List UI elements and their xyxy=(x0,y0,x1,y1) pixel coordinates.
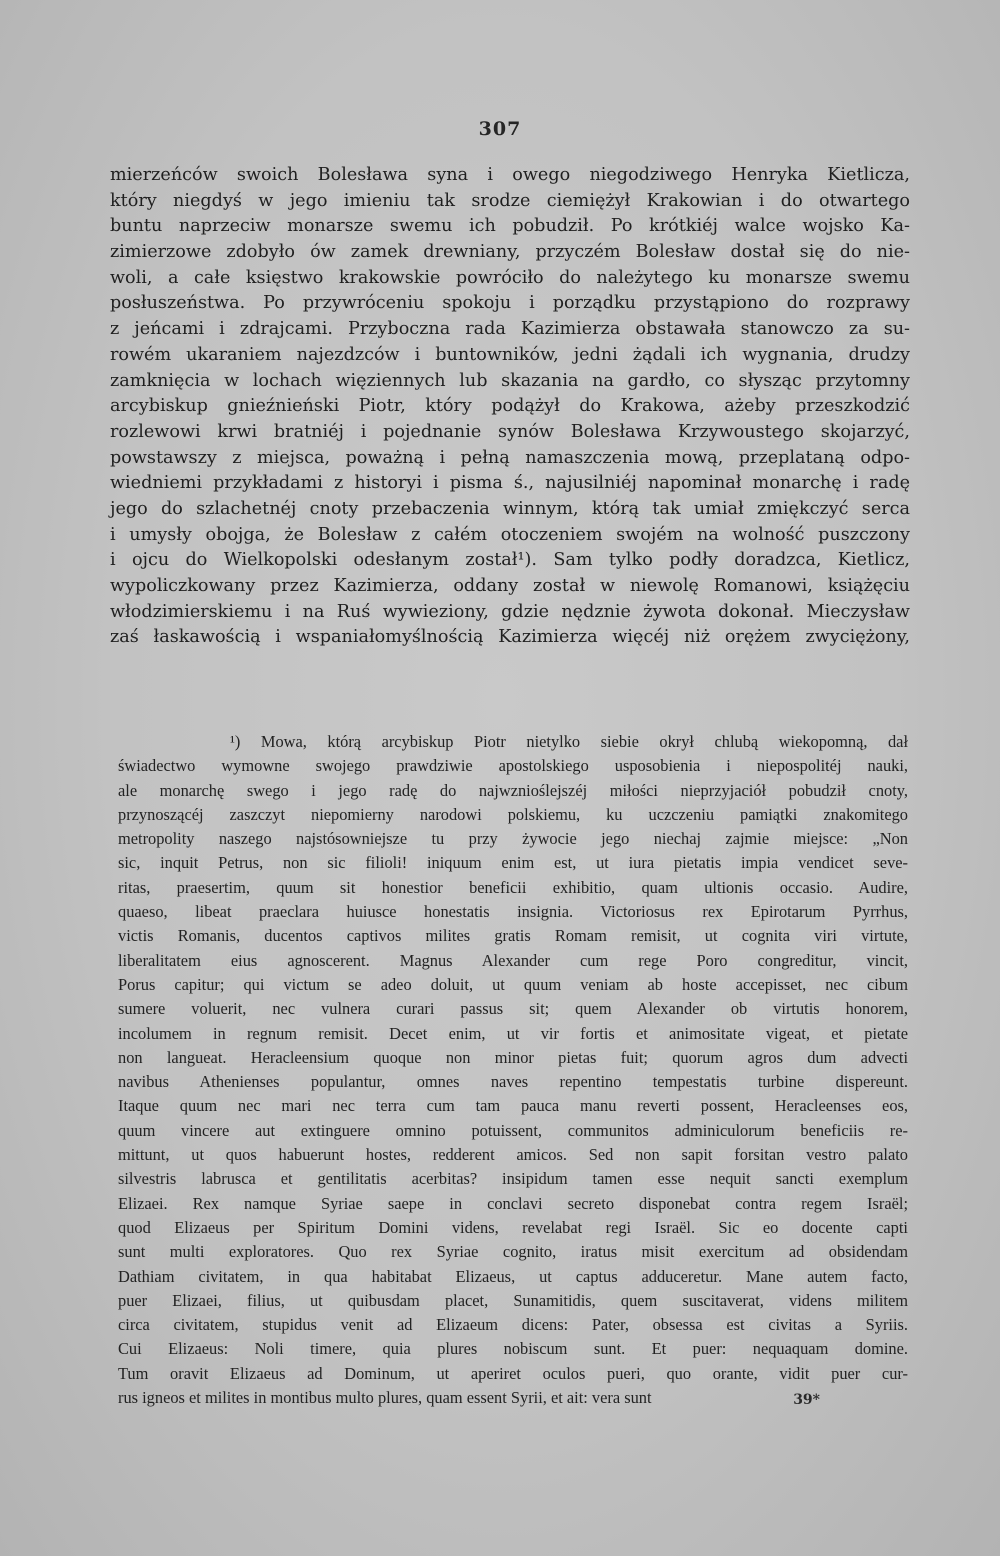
footnote-line: metropolity naszego najstósowniejsze tu przy żywocie jego niechaj zajmie miejsce: „Non xyxy=(118,829,908,849)
footnote-line: sumere voluerit, nec vulnera curari passus sit; quem Alexander ob virtutis honorem, xyxy=(118,999,908,1019)
text-line: zimierzowe zdobyło ów zamek drewniany, przyczém Bolesław dostał się do nie- xyxy=(110,242,910,263)
footnote-line: quod Elizaeus per Spiritum Domini videns, revelabat regi Israël. Sic eo docente capti xyxy=(118,1217,908,1237)
main-text-block xyxy=(110,163,910,651)
text-line: buntu naprzeciw monarsze swemu ich pobudził. Po krótkiéj walce wojsko Ka- xyxy=(110,216,910,237)
text-line: rozlewowi krwi bratniéj i pojednanie synów Bolesława Krzywoustego skojarzyć, xyxy=(110,421,910,442)
footnote-line: Itaque quum nec mari nec terra cum tam pauca manu reverti possent, Heracleenses eos, xyxy=(118,1096,908,1116)
footnote-line: rus igneos et milites in montibus multo plures, quam essent Syrii, et ait: vera sunt xyxy=(118,1388,652,1408)
footnote-line: ritas, praesertim, quum sit honestior beneficii exhibitio, quam ultionis occasio. Audire, xyxy=(118,877,908,897)
footnote-line: puer Elizaei, filius, ut quibusdam placet, Sunamitidis, quem suscitaverat, videns militem xyxy=(118,1290,908,1310)
text-line: posłuszeństwa. Po przywróceniu spokoju i porządku przystąpiono do rozprawy xyxy=(110,293,910,314)
footnote-line: silvestris labrusca et gentilitatis acerbitas? insipidum tamen esse nequit sancti exemplum xyxy=(118,1169,908,1189)
text-line: i ojcu do Wielkopolski odesłanym został¹). Sam tylko podły doradzca, Kietlicz, xyxy=(110,550,910,571)
footnote-line: Tum oravit Elizaeus ad Dominum, ut aperiret oculos pueri, quo orante, vidit puer cur- xyxy=(118,1363,908,1383)
text-line: zaś łaskawością i wspaniałomyślnością Kazimierza więcéj niż orężem zwyciężony, xyxy=(110,627,910,648)
footnote-line: świadectwo wymowne swojego prawdziwie apostolskiego usposobienia i niepospolitéj nauki, xyxy=(118,756,908,776)
footnote-line: ¹) Mowa, którą arcybiskup Piotr nietylko siebie okrył chlubą wiekopomną, dał xyxy=(230,732,908,751)
footnote-line: quaeso, libeat praeclara huiusce honestatis insignia. Victoriosus rex Epirotarum Pyrrhus, xyxy=(118,902,908,922)
text-line: rowém ukaraniem najezdzców i buntowników, jedni żądali ich wygnania, drudzy xyxy=(110,344,910,365)
footnote-line: sic, inquit Petrus, non sic filioli! iniquum enim est, ut iura pietatis impia vendicet seve- xyxy=(118,853,908,873)
text-line: jego do szlachetnéj cnoty przebaczenia winnym, którą tak umiał zmiękczyć serca xyxy=(110,498,910,519)
text-line: zamknięcia w lochach więziennych lub skazania na gardło, co słysząc przytomny xyxy=(110,370,910,391)
text-line: mierzeńców swoich Bolesława syna i owego niegodziwego Henryka Kietlicza, xyxy=(110,165,910,185)
text-line: woli, a całe księstwo krakowskie powróciło do należytego ku monarsze swemu xyxy=(110,267,910,288)
text-line: i umysły obojga, że Bolesław z całém otoczeniem swojém na wolność puszczony xyxy=(110,524,910,545)
text-line: powstawszy z miejsca, poważną i pełną namaszczenia mową, przeplataną odpo- xyxy=(110,447,910,468)
footnote-line: przynoszącéj zaszczyt niepomierny narodowi polskiemu, ku uczczeniu pamiątki znakomitego xyxy=(118,804,908,824)
footnote-line: Elizaei. Rex namque Syriae saepe in conclavi secreto disponebat contra regem Israël; xyxy=(118,1193,908,1213)
footnote-line: Dathiam civitatem, in qua habitabat Elizaeus, ut captus adduceretur. Mane autem facto, xyxy=(118,1266,908,1286)
text-line: włodzimierskiemu i na Ruś wywieziony, gdzie nędznie żywota dokonał. Mieczysław xyxy=(110,601,910,622)
footnote-line: navibus Athenienses populantur, omnes naves repentino tempestatis turbine dispereunt. xyxy=(118,1072,908,1092)
printer-signature-mark: 39* xyxy=(793,1392,820,1408)
page-number: 307 xyxy=(478,118,522,140)
footnote-line: mittunt, ut quos habuerunt hostes, redderent amicos. Sed non sapit forsitan vestro palato xyxy=(118,1145,908,1165)
footnote-line: victis Romanis, ducentos captivos milites gratis Romam remisit, ut cognita viri virtute, xyxy=(118,926,908,946)
footnote-line: quum vincere aut extinguere omnino potuissent, communitos adminiculorum beneficiis re- xyxy=(118,1120,908,1140)
footnote-line: liberalitatem eius agnoscerent. Magnus Alexander cum rege Poro congreditur, vincit, xyxy=(118,950,908,970)
footnote-line: Porus capitur; qui victum se adeo doluit, ut quum veniam ab hoste accepisset, nec cibum xyxy=(118,974,908,994)
footnote-line: ale monarchę swego i jego radę do najwznioślejszéj miłości nieprzyjaciół pobudził cnoty, xyxy=(118,780,908,800)
footnote-line: circa civitatem, stupidus venit ad Elizaeum dicens: Pater, obsessa est civitas a Syriis. xyxy=(118,1315,908,1335)
footnote-block xyxy=(118,730,908,1410)
footnote-line: sunt multi exploratores. Quo rex Syriae cognito, iratus misit exercitum ad obsidendam xyxy=(118,1242,908,1262)
text-line: wiedniemi przykładami z historyi i pisma ś., najusilniéj napominał monarchę i radę xyxy=(110,473,910,494)
text-line: z jeńcami i zdrajcami. Przyboczna rada Kazimierza obstawała stanowczo za su- xyxy=(110,319,910,340)
text-line: który niegdyś w jego imieniu tak srodze ciemiężył Krakowian i do otwartego xyxy=(110,190,910,211)
text-line: arcybiskup gnieźnieński Piotr, który podążył do Krakowa, ażeby przeszkodzić xyxy=(110,396,910,417)
text-line: wypoliczkowany przez Kazimierza, oddany został w niewolę Romanowi, książęciu xyxy=(110,576,910,596)
footnote-line: incolumem in regnum remisit. Decet enim, ut vir fortis et animositate vigeat, et pietate xyxy=(118,1023,908,1043)
footnote-line: Cui Elizaeus: Noli timere, quia plures nobiscum sunt. Et puer: nequaquam domine. xyxy=(118,1339,908,1359)
footnote-line: non langueat. Heracleensium quoque non minor pietas fuit; quorum agros dum advecti xyxy=(118,1047,908,1067)
